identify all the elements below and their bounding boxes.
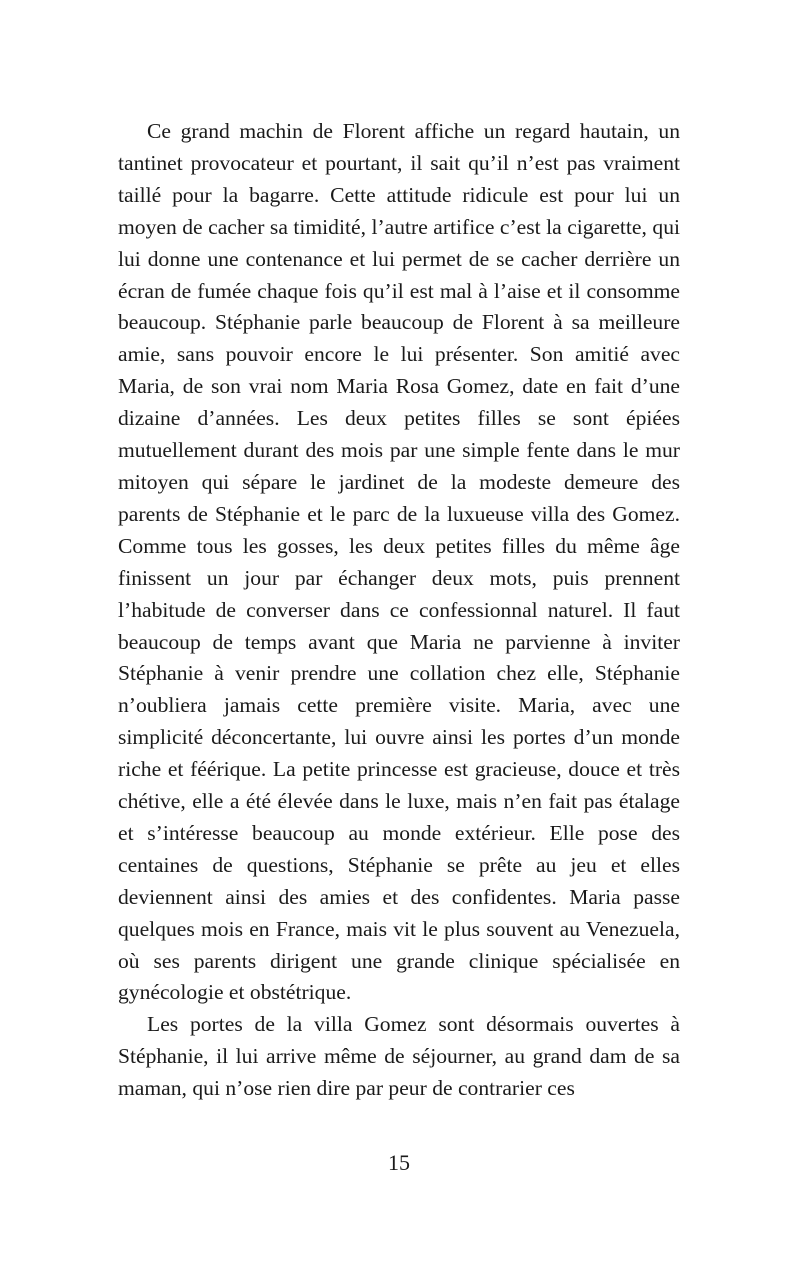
body-text <box>118 116 680 1105</box>
page-number: 15 <box>388 1150 410 1175</box>
paragraph-1: Ce grand machin de Florent affiche un regard hautain, un tantinet provocateur et pourtant, il sait qu’il n’est pas vraiment taillé pour la bagarre. Cette attitude ridicule est pour lui un moyen de cacher sa timidité, l’autre artifice c’est la cigarette, qui lui donne une contenance et lui permet de se cacher derrière un écran de fumée chaque fois qu’il est mal à l’aise et il consomme beaucoup. Stéphanie parle beaucoup de Florent à sa meilleure amie, sans pouvoir encore le lui présenter. Son amitié avec Maria, de son vrai nom Maria Rosa Gomez, date en fait d’une dizaine d’années. Les deux petites filles se sont épiées mutuellement durant des mois par une simple fente dans le mur mitoyen qui sépare le jardinet de la modeste demeure des parents de Stéphanie et le parc de la luxueuse villa des Gomez. Comme tous les gosses, les deux petites filles du même âge finissent un jour par échanger deux mots, puis prennent l’habitude de converser dans ce confessionnal naturel. Il faut beaucoup de temps avant que Maria ne parvienne à inviter Stéphanie à venir prendre une collation chez elle, Stéphanie n’oubliera jamais cette première visite. Maria, avec une simplicité déconcertante, lui ouvre ainsi les portes d’un monde riche et féérique. La petite princesse est gracieuse, douce et très chétive, elle a été élevée dans le luxe, mais n’en fait pas étalage et s’intéresse beaucoup au monde extérieur. Elle pose des centaines de questions, Stéphanie se prête au jeu et elles deviennent ainsi des amies et des confidentes. Maria passe quelques mois en France, mais vit le plus souvent au Venezuela, où ses parents dirigent une grande clinique spécialisée en gynécologie et obstétrique. <box>118 119 680 1005</box>
paragraph-2: Les portes de la villa Gomez sont désormais ouvertes à Stéphanie, il lui arrive même de séjourner, au grand dam de sa maman, qui n’ose rien dire par peur de contrarier ces <box>118 1012 680 1101</box>
